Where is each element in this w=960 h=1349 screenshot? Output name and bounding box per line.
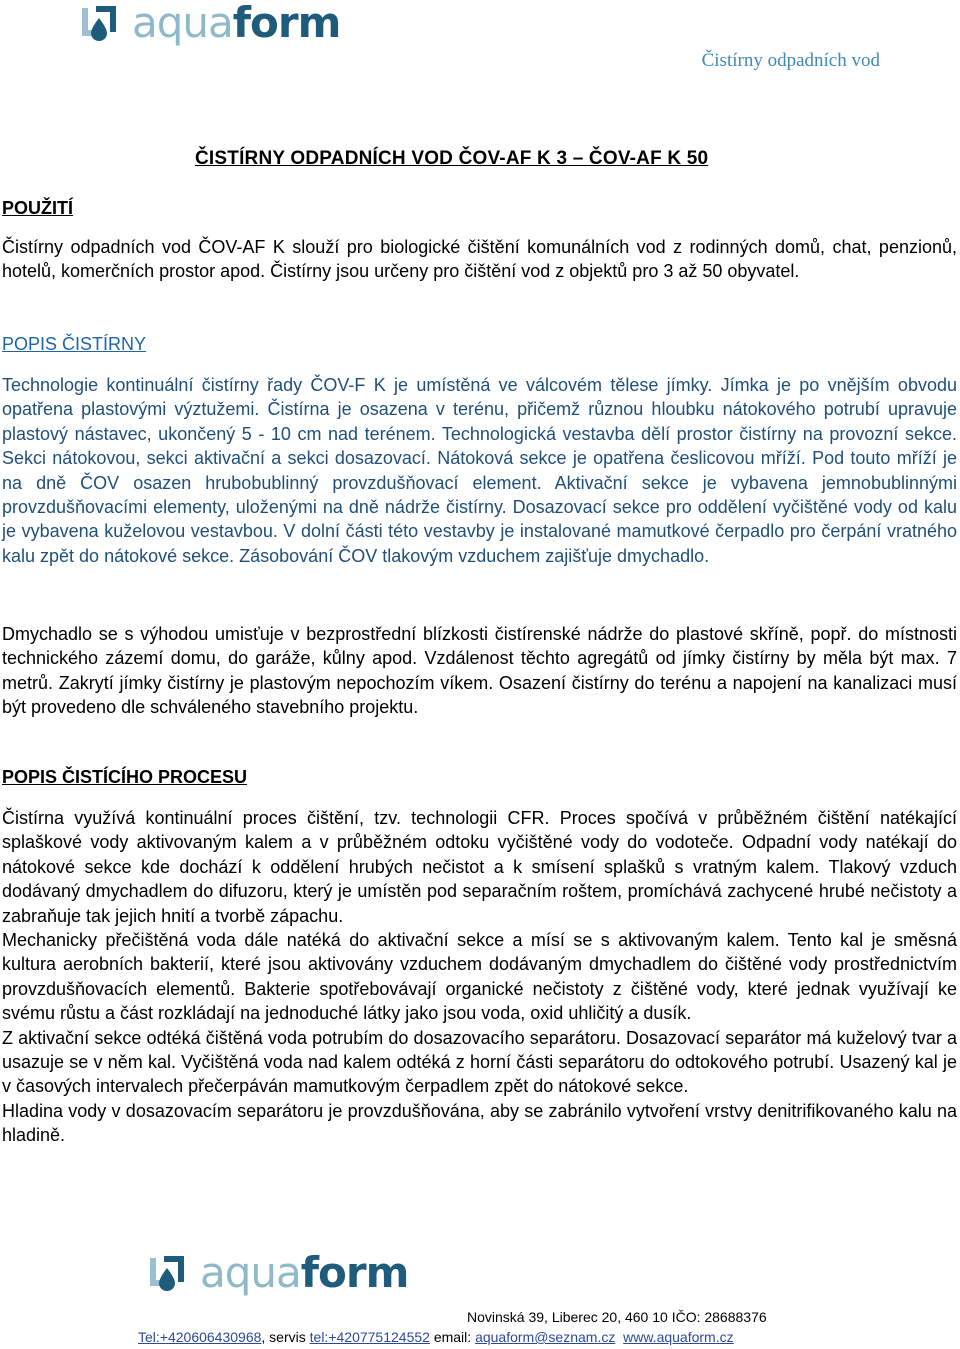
- section-heading-proces: POPIS ČISTÍCÍHO PROCESU: [2, 767, 248, 787]
- servis-phone-link[interactable]: tel:+420775124552: [309, 1329, 430, 1345]
- phone-link[interactable]: Tel:+420606430968: [138, 1329, 262, 1345]
- footer-address: Novinská 39, Liberec 20, 460 10 IČO: 28688376: [467, 1309, 767, 1325]
- proces-paragraph: Čistírna využívá kontinuální proces čištění, tzv. technologii CFR. Proces spočívá v průběžném čištění natékající splaškové vody aktivovaným kalem a v průběžném odtoku vyčištěné vody do vodoteče. Odpadní vody natékají do nátokové sekce kde dochází k oddělení hrubých nečistot a k smísení splašků s vratným kalem. Tlakový vzduch dodávaný dmychadlem do difuzoru, který je umístěn pod separačním roštem, promíchává zachycené hrubé nečistoty a zabraňuje tak jejich hnití a tvorbě zápachu.: [2, 808, 957, 926]
- section-text-popis-1: Technologie kontinuální čistírny řady ČOV-F K je umístěná ve válcovém tělese jímky. Jímka je po vnějším obvodu opatřena plastovými výztužemi. Čistírna je osazena v terénu, přičemž různou hloubku nátokového potrubí upravuje plastový nástavec, ukončený 5 - 10 cm nad terénem. Technologická vestavba dělí prostor čistírny na provozní sekce. Sekci nátokovou, sekci aktivační a sekci dosazovací. Nátoková sekce je opatřena česlicovou mříží. Pod touto mříží je na dně ČOV osazen hrubobublinný provzdušňovací element. Aktivační sekce je vybavena jemnobublinnými provzdušňovacími elementy, uloženými na dně nádrže čistírny. Dosazovací sekce pro oddělení vyčištěné vody od kalu je vybavena kuželovou vestavbou. V dolní části této vestavby je instalované mamutkové čerpadlo pro čerpání vratného kalu zpět do nátokové sekce. Zásobování ČOV tlakovým vzduchem zajišťuje dmychadlo.: [2, 375, 957, 566]
- proces-paragraph: Hladina vody v dosazovacím separátoru je provzdušňována, aby se zabránilo vytvoření vrstvy denitrifikovaného kalu na hladině.: [2, 1100, 957, 1146]
- email-link[interactable]: aquaform@seznam.cz: [475, 1329, 616, 1345]
- section-text-popis-2: Dmychadlo se s výhodou umisťuje v bezprostřední blízkosti čistírenské nádrže do plastové skříně, popř. do místnosti technického zázemí domu, do garáže, kůlny apod. Vzdálenost těchto agregátů od jímky čistírny by měla být max. 7 metrů. Zakrytí jímky čistírny je plastovým nepochozím víkem. Osazení čistírny do terénu a napojení na kanalizaci musí být provedeno dle schváleného stavebního projektu.: [2, 624, 957, 718]
- footer-contacts-line: [138, 1327, 838, 1347]
- water-drop-logo-icon: [78, 2, 126, 50]
- header-category: Čistírny odpadních vod: [701, 50, 880, 71]
- footer-contact: [138, 1307, 838, 1347]
- footer-logo: [146, 1248, 409, 1300]
- document-title: ČISTÍRNY ODPADNÍCH VOD ČOV-AF K 3 – ČOV-AF K 50: [195, 148, 709, 169]
- section-text-pouziti: Čistírny odpadních vod ČOV-AF K slouží pro biologické čištění komunálních vod z rodinných domů, chat, penzionů, hotelů, komerčních prostor apod. Čistírny jsou určeny pro čištění vod z objektů pro 3 až 50 obyvatel.: [2, 237, 957, 282]
- logo-wordmark: aquaform: [200, 1248, 409, 1297]
- company-logo: [78, 2, 340, 50]
- section-text-proces: [2, 806, 957, 1148]
- proces-paragraph: Mechanicky přečištěná voda dále natéká do aktivační sekce a mísí se s aktivovaným kalem. Tento kal je směsná kultura aerobních bakterií, které jsou aktivovány vzduchem dodávaným dmychadlem do čištěné vody prostřednictvím provzdušňovacích elementů. Bakterie spotřebovávají organické nečistoty z čištěné vody, které jednak využívají ke svému růstu a část rozkládají na jednoduché látky jako jsou voda, oxid uhličitý a dusík.: [2, 930, 957, 1024]
- logo-wordmark: aquaform: [132, 0, 341, 47]
- section-heading-pouziti: POUŽITÍ: [2, 198, 73, 218]
- website-link[interactable]: www.aquaform.cz: [623, 1329, 734, 1345]
- email-label: email:: [429, 1329, 476, 1345]
- servis-label: , servis: [261, 1329, 310, 1345]
- water-drop-logo-icon: [146, 1252, 194, 1300]
- section-heading-popis: POPIS ČISTÍRNY: [2, 334, 147, 354]
- proces-paragraph: Z aktivační sekce odtéká čištěná voda potrubím do dosazovacího separátoru. Dosazovací separátor má kuželový tvar a usazuje se v něm kal. Vyčištěná voda nad kalem odtéká z horní části separátoru do odtokového potrubí. Usazený kal je v časových intervalech přečerpáván mamutkovým čerpadlem zpět do nátokové sekce.: [2, 1027, 957, 1097]
